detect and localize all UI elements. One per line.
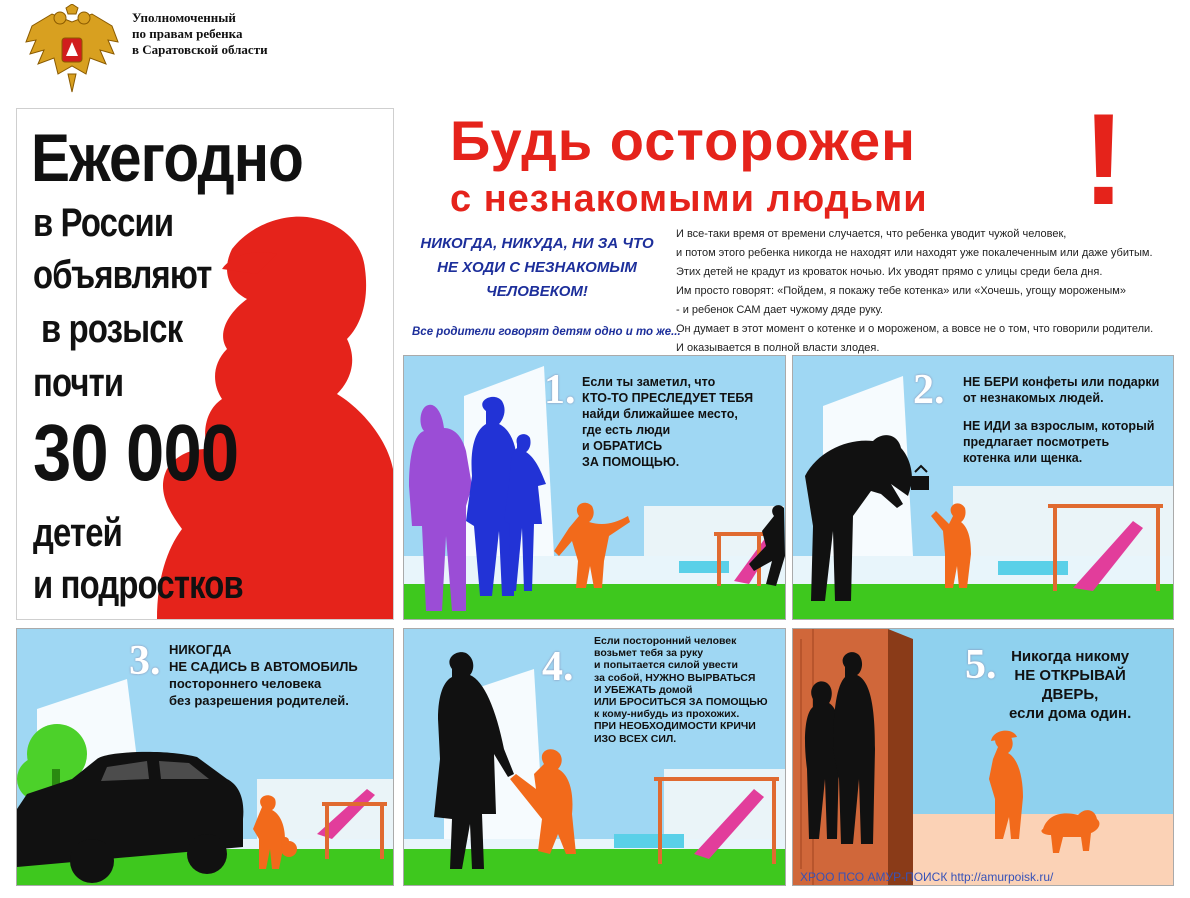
org-line: в Саратовской области	[132, 42, 268, 57]
text-announce: объявляют	[33, 253, 212, 297]
main-title: Будь осторожен	[450, 109, 916, 172]
rule-text-1	[582, 374, 753, 470]
rule-line: Если ты заметил, что	[582, 375, 716, 389]
rule-line: возьмет тебя за руку	[594, 647, 704, 660]
rule-line: предлагает посмотреть	[963, 435, 1110, 449]
rule-panel-4	[403, 628, 786, 886]
rule-line: КТО-ТО ПРЕСЛЕДУЕТ ТЕБЯ	[582, 391, 754, 405]
rule-line: найди ближайшее место,	[582, 407, 738, 421]
warning-line: НИКОГДА, НИКУДА, НИ ЗА ЧТО	[420, 235, 654, 252]
rule-number: 2.	[913, 367, 945, 413]
rule-line: НЕ ОТКРЫВАЙ	[1014, 667, 1126, 684]
text-almost: почти	[33, 361, 124, 405]
story-line: Этих детей не крадут из кроваток ночью. Их уводят прямо с улицы среди бела дня.	[676, 266, 1103, 278]
rule-text-2	[963, 374, 1159, 466]
org-line: Уполномоченный	[132, 10, 236, 25]
rule-line: котенка или щенка.	[963, 451, 1083, 465]
rule-line: постороннего человека	[169, 676, 322, 691]
rule-line: Если посторонний человек	[594, 635, 737, 647]
statistics-panel	[16, 108, 394, 620]
footer-credit[interactable]: ХРОО ПСО АМУР-ПОИСК http://amurpoisk.ru/	[800, 870, 1054, 884]
rule-line: НЕ БЕРИ конфеты или подарки	[963, 375, 1160, 389]
story-line: И все-таки время от времени случается, что ребенка уводит чужой человек,	[676, 228, 1067, 240]
rule-line: ДВЕРЬ,	[1041, 686, 1099, 703]
rule-line: если дома один.	[1009, 705, 1132, 722]
text-in-russia: в России	[33, 201, 174, 245]
rule-line: НИКОГДА	[169, 642, 232, 657]
rule-line: ИЛИ БРОСИТЬСЯ ЗА ПОМОЩЬЮ	[594, 696, 768, 709]
rule-line: НЕ ИДИ за взрослым, который	[963, 419, 1155, 433]
rule-text-5	[1009, 647, 1131, 723]
rule-panel-5	[792, 628, 1174, 886]
never-go-warning	[412, 232, 662, 304]
sub-title: с незнакомыми людьми	[450, 178, 928, 220]
exclamation-mark: !	[1082, 86, 1126, 232]
rule-line: ПРИ НЕОБХОДИМОСТИ КРИЧИ	[594, 720, 756, 733]
double-headed-eagle-emblem-icon	[22, 4, 122, 96]
headline-every-year: Ежегодно	[31, 120, 304, 196]
rule-number: 3.	[129, 638, 161, 684]
story-line: и потом этого ребенка никогда не находят или находят уже покалеченным или даже убитым.	[676, 247, 1153, 259]
rule-panel-1	[403, 355, 786, 620]
rule-line: и попытается силой увести	[594, 659, 738, 672]
parents-say-text: Все родители говорят детям одно и то же...	[412, 326, 681, 338]
rule-line: где есть люди	[582, 423, 671, 437]
text-wanted: в розыск	[41, 307, 183, 351]
rule-line: за собой, НУЖНО ВЫРВАТЬСЯ	[594, 671, 756, 684]
rule-text-3	[169, 641, 358, 709]
warning-line: НЕ ХОДИ С НЕЗНАКОМЫМ	[437, 259, 637, 276]
rule-line: к кому-нибудь из прохожих.	[594, 708, 740, 721]
rule-line: И УБЕЖАТЬ домой	[594, 683, 693, 696]
story-line: Им просто говорят: «Пойдем, я покажу тебе котенка» или «Хочешь, угощу мороженым»	[676, 285, 1126, 297]
rule-line: Никогда никому	[1011, 648, 1130, 665]
warning-line: ЧЕЛОВЕКОМ!	[486, 283, 588, 300]
rule-line: ИЗО ВСЕХ СИЛ.	[594, 732, 677, 745]
story-paragraph	[676, 225, 1186, 358]
story-line: - и ребенок САМ дает чужому дяде руку.	[676, 304, 883, 316]
rule-panel-2	[792, 355, 1174, 620]
rule-line: и ОБРАТИСЬ	[582, 439, 663, 453]
text-count-number: 30 000	[33, 408, 239, 497]
rule-line: от незнакомых людей.	[963, 391, 1104, 405]
text-children: детей	[33, 511, 123, 555]
rule-number: 5.	[965, 642, 997, 688]
text-teenagers: и подростков	[33, 563, 243, 607]
rule-number: 4.	[542, 644, 574, 690]
rule-number: 1.	[544, 367, 576, 413]
story-line: И оказывается в полной власти злодея.	[676, 342, 880, 354]
rule-line: ЗА ПОМОЩЬЮ.	[582, 455, 680, 469]
story-line: Он думает в этот момент о котенке и о мороженом, а вовсе не о том, что говорили родители.	[676, 323, 1154, 335]
org-line: по правам ребенка	[132, 26, 243, 41]
rule-text-4	[594, 635, 768, 745]
rule-line: НЕ САДИСЬ В АВТОМОБИЛЬ	[169, 659, 358, 674]
coat-of-arms-emblem	[22, 4, 122, 96]
organization-name	[132, 10, 268, 58]
rule-line: без разрешения родителей.	[169, 693, 349, 708]
rule-panel-3	[16, 628, 394, 886]
